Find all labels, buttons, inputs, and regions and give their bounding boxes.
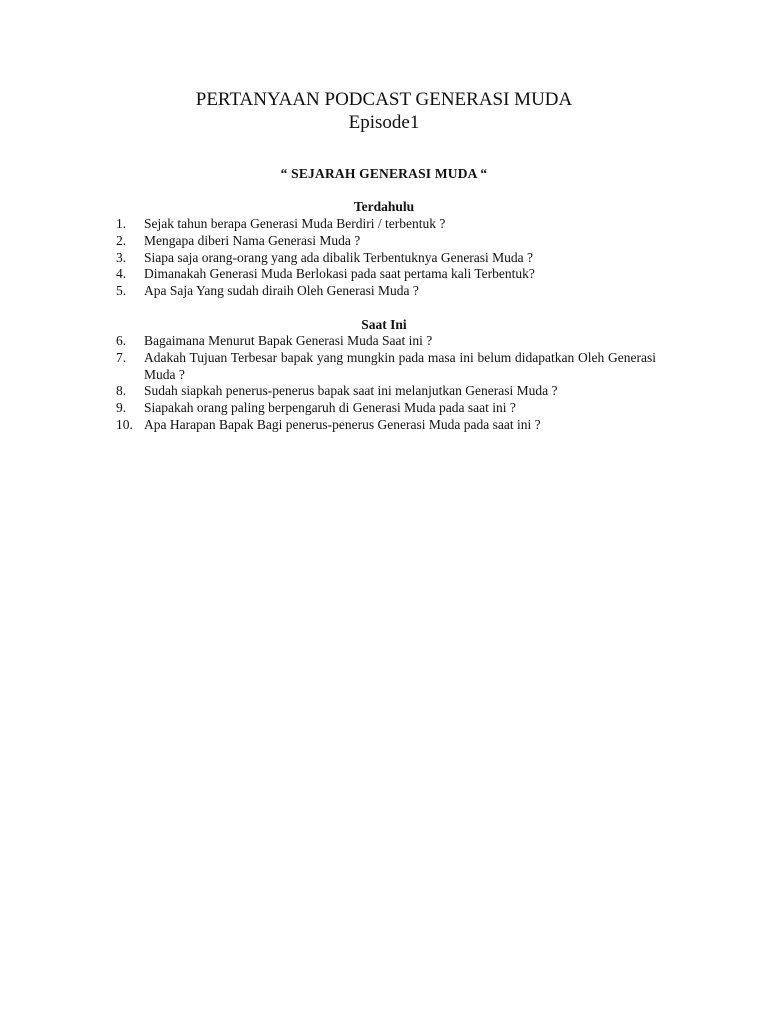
question-text: Apa Saja Yang sudah diraih Oleh Generasi Muda ?	[144, 283, 419, 299]
question-list-terdahulu	[116, 216, 656, 300]
question-number: 4.	[116, 266, 127, 282]
question-text: Siapakah orang paling berpengaruh di Generasi Muda pada saat ini ?	[144, 400, 516, 416]
question-text: Adakah Tujuan Terbesar bapak yang mungkin pada masa ini belum didapatkan Oleh Generasi Muda ?	[144, 349, 656, 382]
question-number: 9.	[116, 400, 127, 416]
question-list-saat-ini	[116, 333, 656, 434]
question-text: Sejak tahun berapa Generasi Muda Berdiri / terbentuk ?	[144, 216, 446, 231]
question-text: Apa Harapan Bapak Bagi penerus-penerus Generasi Muda pada saat ini ?	[144, 416, 541, 432]
question-text: Bagaimana Menurut Bapak Generasi Muda Saat ini ?	[144, 333, 433, 348]
question-text: Mengapa diberi Nama Generasi Muda ?	[144, 232, 361, 248]
question-number: 2.	[116, 232, 127, 248]
question-number: 8.	[116, 383, 127, 399]
question-text: Siapa saja orang-orang yang ada dibalik Terbentuknya Generasi Muda ?	[144, 249, 534, 265]
episode-label: Episode1	[348, 112, 420, 133]
question-number: 1.	[116, 216, 127, 231]
question-number: 5.	[116, 283, 127, 299]
question-number: 10.	[116, 416, 133, 432]
document-subtitle: “ SEJARAH GENERASI MUDA “	[280, 166, 488, 181]
question-item	[116, 283, 656, 300]
document-title: PERTANYAAN PODCAST GENERASI MUDA	[195, 89, 573, 110]
question-text: Dimanakah Generasi Muda Berlokasi pada saat pertama kali Terbentuk?	[144, 266, 535, 282]
question-item	[116, 216, 656, 233]
question-item	[116, 333, 656, 350]
section-heading-terdahulu: Terdahulu	[353, 199, 415, 214]
question-item	[116, 400, 656, 417]
question-item	[116, 417, 656, 434]
question-number: 3.	[116, 249, 127, 265]
question-item	[116, 383, 656, 400]
question-item	[116, 350, 656, 384]
question-text: Sudah siapkah penerus-penerus bapak saat ini melanjutkan Generasi Muda ?	[144, 383, 558, 399]
question-item	[116, 250, 656, 267]
question-number: 7.	[116, 349, 127, 365]
question-item	[116, 266, 656, 283]
question-number: 6.	[116, 333, 127, 348]
section-heading-saat-ini: Saat Ini	[361, 317, 407, 332]
question-item	[116, 233, 656, 250]
